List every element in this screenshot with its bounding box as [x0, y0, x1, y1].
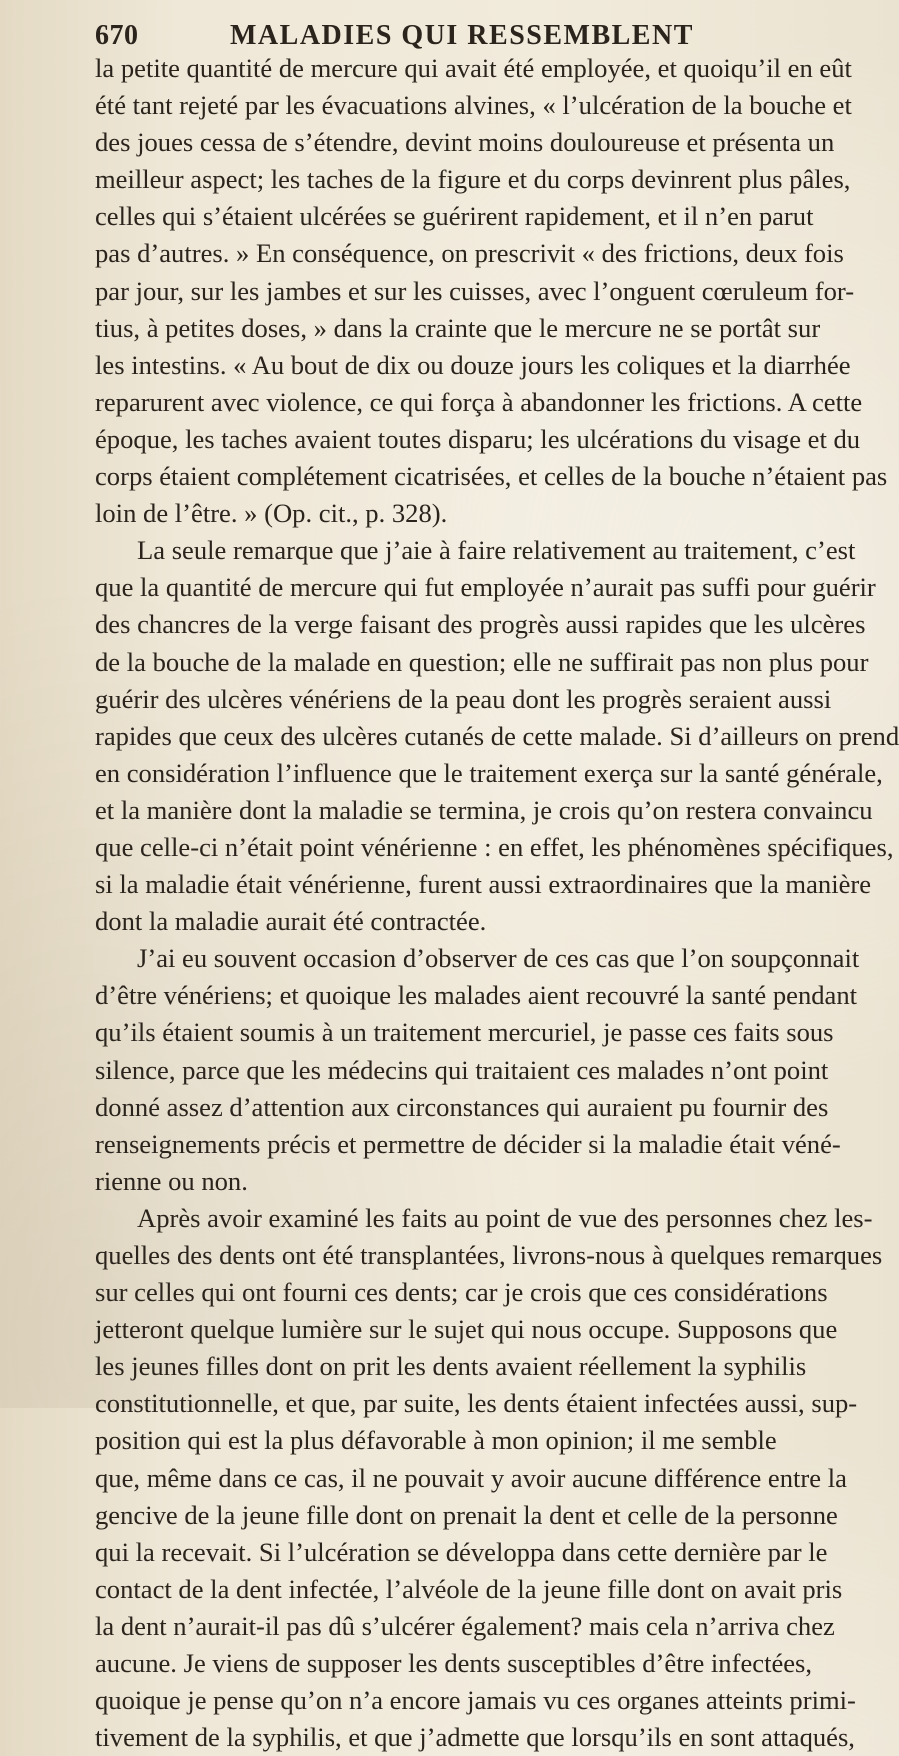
paragraph-start: J’ai eu souvent occasion d’observer de ces cas que l’on soupçonnait	[137, 943, 860, 974]
text-line: que, même dans ce cas, il ne pouvait y avoir aucune différence entre la	[95, 1462, 847, 1493]
running-title: MALADIES QUI RESSEMBLENT	[230, 20, 694, 51]
text-line: rapides que ceux des ulcères cutanés de cette malade. Si d’ailleurs on prend	[95, 720, 899, 751]
paragraph-start: Après avoir examiné les faits au point de vue des personnes chez les-	[137, 1202, 873, 1233]
text-line: renseignements précis et permettre de décider si la maladie était véné-	[95, 1128, 841, 1159]
text-line: celles qui s’étaient ulcérées se guérirent rapidement, et il n’en parut	[95, 201, 814, 232]
running-head	[95, 20, 745, 54]
text-line: tius, à petites doses, » dans la crainte que le mercure ne se portât sur	[95, 312, 821, 343]
text-line: jetteront quelque lumière sur le sujet qui nous occupe. Supposons que	[95, 1314, 838, 1345]
text-line: reparurent avec violence, ce qui força à abandonner les frictions. A cette	[95, 386, 863, 417]
text-line: qu’ils étaient soumis à un traitement mercuriel, je passe ces faits sous	[95, 1017, 834, 1048]
text-line: quelles des dents ont été transplantées, livrons-nous à quelques remarques	[95, 1240, 883, 1270]
text-line: la petite quantité de mercure qui avait été employée, et quoiqu’il en eût	[95, 53, 852, 83]
text-line: tivement de la syphilis, et que j’admette que lorsqu’ils en sont attaqués,	[95, 1722, 855, 1753]
text-line: d’être vénériens; et quoique les malades aient recouvré la santé pendant	[95, 980, 858, 1011]
text-line: rienne ou non.	[95, 1165, 248, 1196]
text-line: constitutionnelle, et que, par suite, les dents étaient infectées aussi, sup-	[95, 1388, 858, 1419]
text-line: meilleur aspect; les taches de la figure et du corps devinrent plus pâles,	[95, 164, 851, 195]
text-line: et la manière dont la maladie se termina, je crois qu’on restera convaincu	[95, 794, 873, 825]
text-line: en considération l’influence que le traitement exerça sur la santé générale,	[95, 757, 883, 788]
body-text	[95, 50, 899, 1756]
text-line: contact de la dent infectée, l’alvéole de la jeune fille dont on avait pris	[95, 1573, 843, 1604]
text-line: les intestins. « Au bout de dix ou douze jours les coliques et la diarrhée	[95, 349, 851, 380]
paragraph-start: La seule remarque que j’aie à faire relativement au traitement, c’est	[137, 535, 856, 566]
text-line: des chancres de la verge faisant des progrès aussi rapides que les ulcères	[95, 609, 866, 640]
text-line: aucune. Je viens de supposer les dents susceptibles d’être infectées,	[95, 1648, 813, 1679]
text-line: sur celles qui ont fourni ces dents; car je crois que ces considérations	[95, 1277, 828, 1308]
text-line: que la quantité de mercure qui fut employée n’aurait pas suffi pour guérir	[95, 572, 876, 603]
text-line: des joues cessa de s’étendre, devint moins douloureuse et présenta un	[95, 127, 835, 158]
page-number: 670	[95, 20, 139, 51]
text-line: pas d’autres. » En conséquence, on prescrivit « des frictions, deux fois	[95, 238, 844, 269]
text-line: la dent n’aurait-il pas dû s’ulcérer également? mais cela n’arriva chez	[95, 1610, 835, 1641]
text-line: silence, parce que les médecins qui traitaient ces malades n’ont point	[95, 1054, 829, 1085]
text-line: si la maladie était vénérienne, furent aussi extraordinaires que la manière	[95, 869, 872, 900]
text-line: loin de l’être. » (Op. cit., p. 328).	[95, 498, 448, 529]
text-line: guérir des ulcères vénériens de la peau dont les progrès seraient aussi	[95, 683, 832, 714]
text-line: dont la maladie aurait été contractée.	[95, 906, 487, 937]
text-line: époque, les taches avaient toutes disparu; les ulcérations du visage et du	[95, 423, 861, 454]
text-line: été tant rejeté par les évacuations alvines, « l’ulcération de la bouche et	[95, 90, 852, 121]
text-line: quoique je pense qu’on n’a encore jamais vu ces organes atteints primi-	[95, 1685, 856, 1716]
text-line: corps étaient complétement cicatrisées, et celles de la bouche n’étaient pas	[95, 461, 888, 492]
text-line: que celle-ci n’était point vénérienne : en effet, les phénomènes spécifiques,	[95, 831, 894, 862]
text-line: par jour, sur les jambes et sur les cuisses, avec l’onguent cœruleum for-	[95, 275, 855, 306]
text-line: de la bouche de la malade en question; elle ne suffirait pas non plus pour	[95, 646, 869, 677]
text-line: qui la recevait. Si l’ulcération se développa dans cette dernière par le	[95, 1536, 828, 1567]
text-line: les jeunes filles dont on prit les dents avaient réellement la syphilis	[95, 1351, 807, 1382]
text-line: gencive de la jeune fille dont on prenait la dent et celle de la personne	[95, 1499, 838, 1530]
text-line: position qui est la plus défavorable à mon opinion; il me semble	[95, 1425, 777, 1456]
text-line: donné assez d’attention aux circonstances qui auraient pu fournir des	[95, 1091, 829, 1122]
